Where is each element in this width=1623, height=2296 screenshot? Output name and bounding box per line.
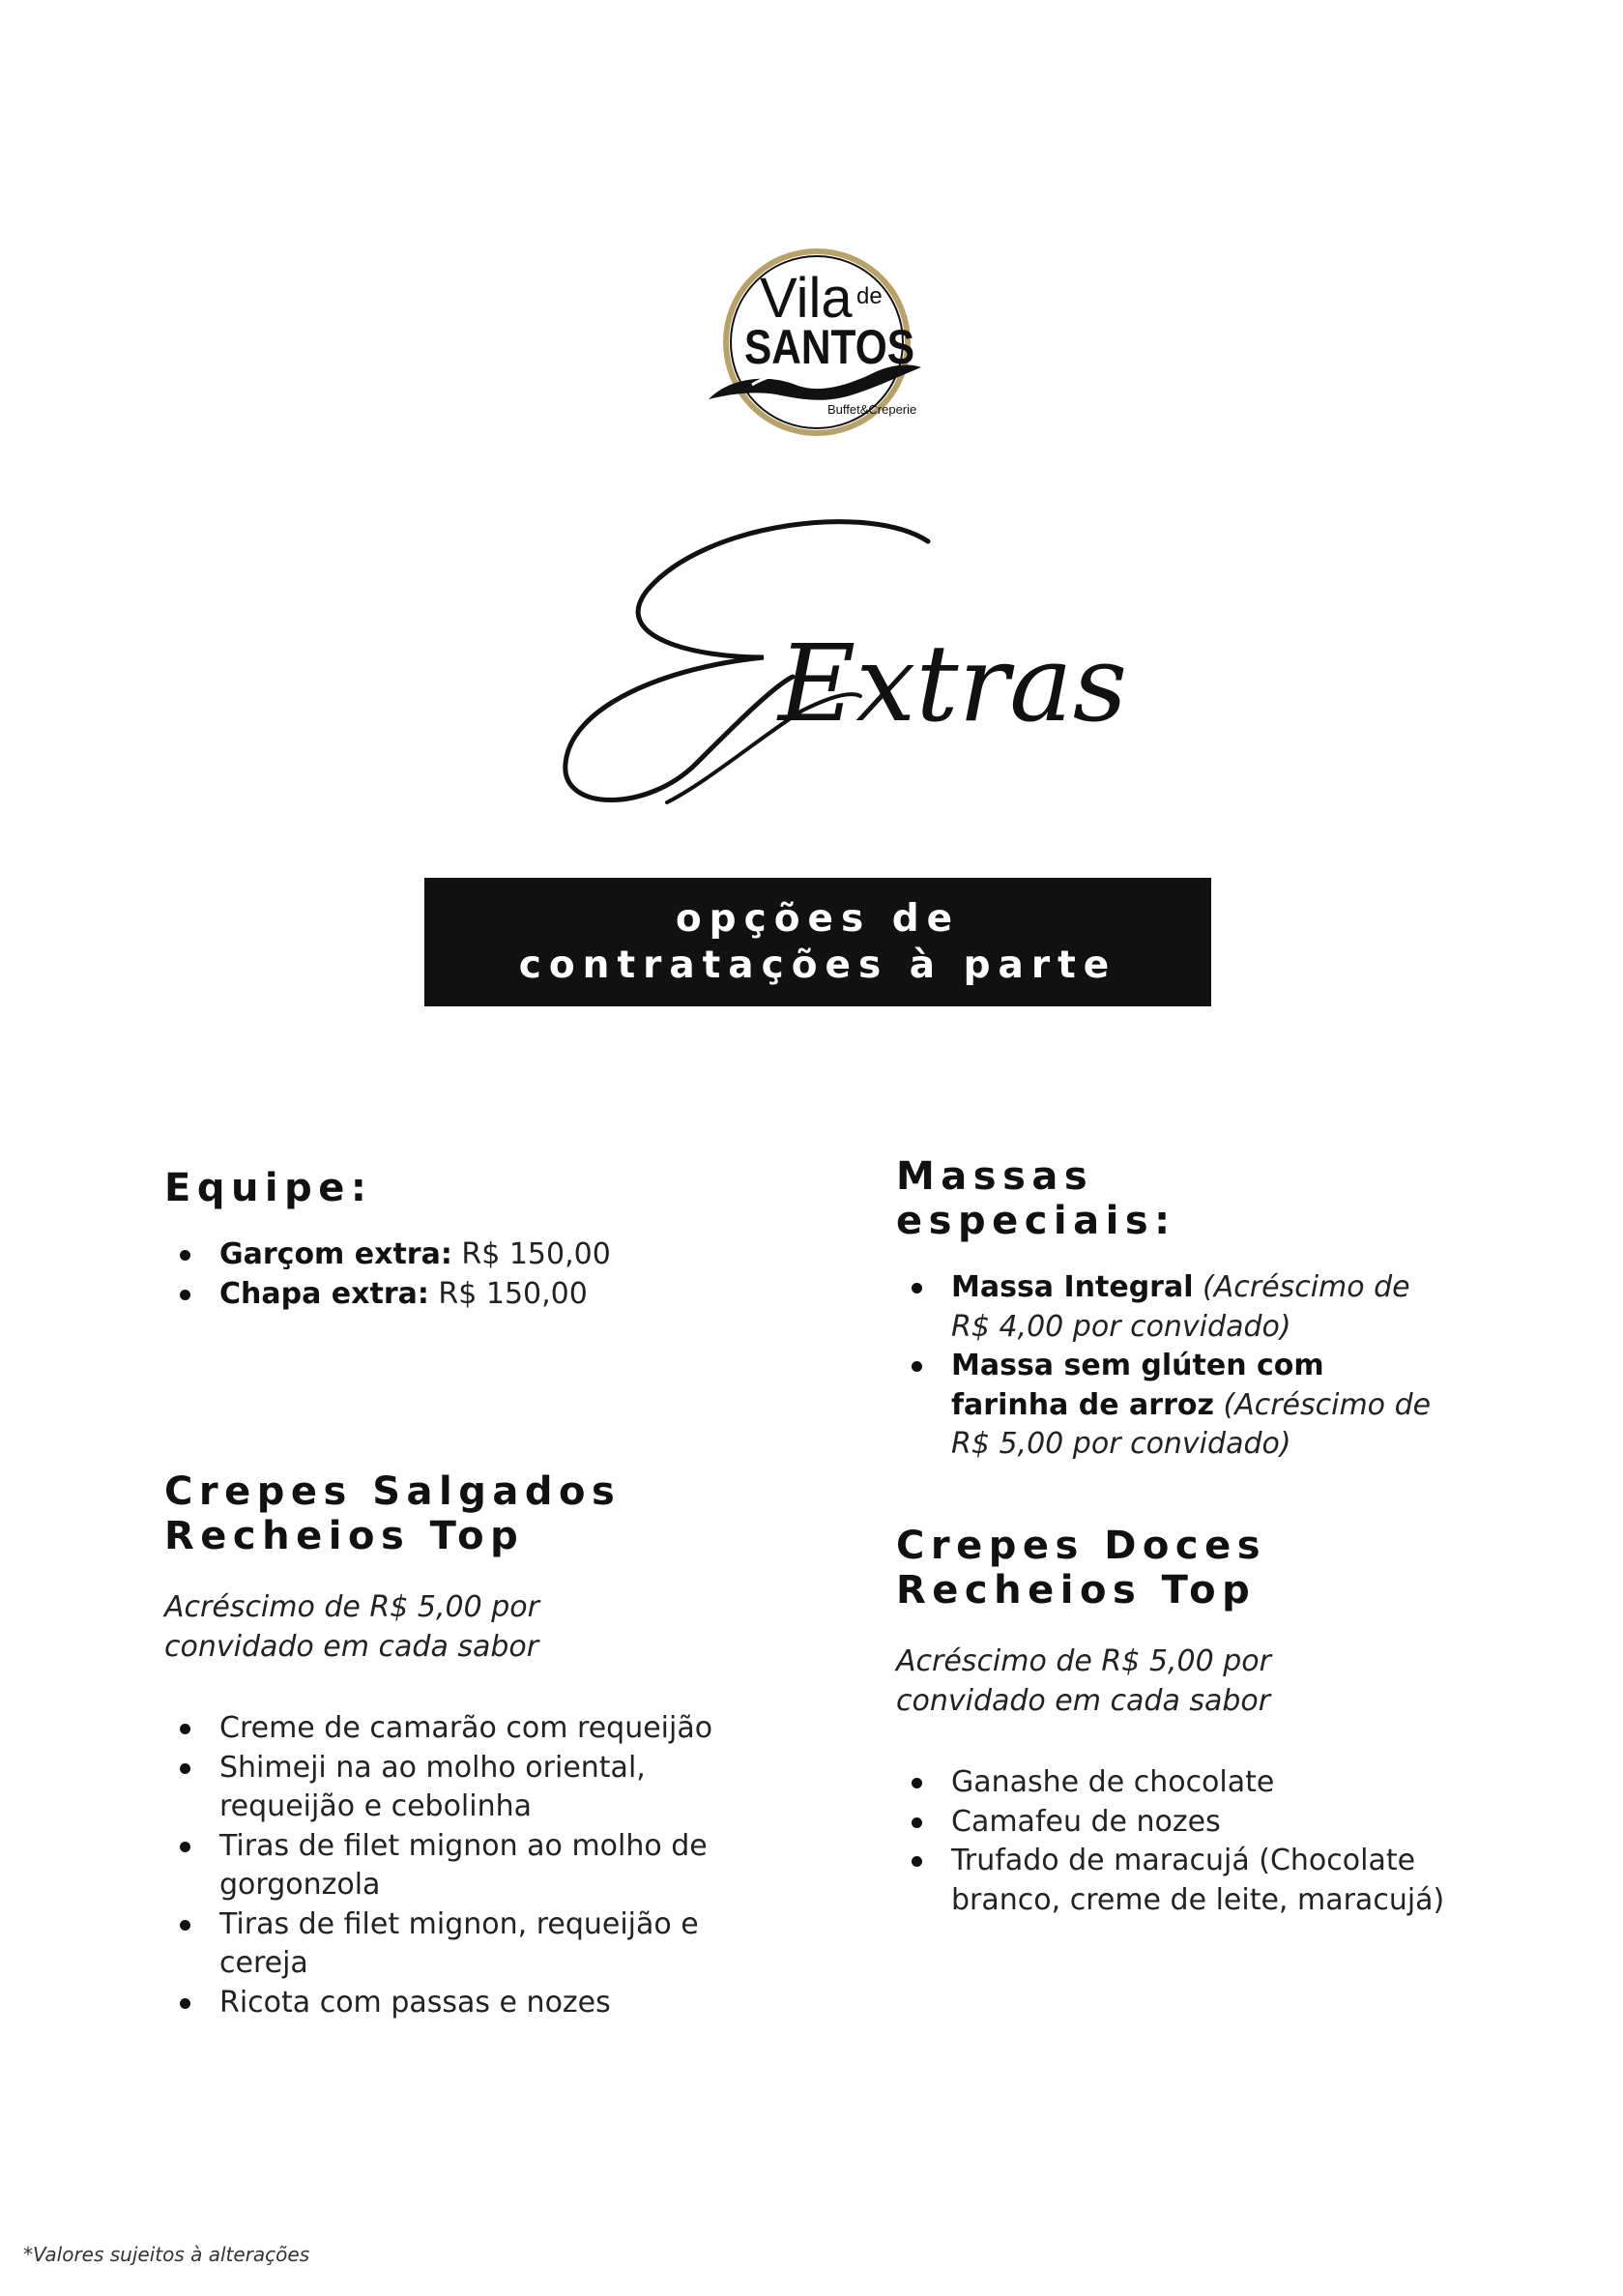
logo-santos: SANTOS: [744, 320, 914, 374]
section-crepes-salgados: [164, 1469, 764, 2022]
list-item: [896, 1347, 1447, 1465]
section-heading: Equipe:: [164, 1166, 373, 1210]
bullet-icon: [912, 1778, 922, 1788]
section-massas: [896, 1154, 1447, 1465]
item-name: Massa Integral: [951, 1270, 1194, 1304]
item-price: R$ 150,00: [451, 1237, 611, 1271]
list-item: [896, 1803, 1457, 1843]
list-item: [164, 1709, 764, 1749]
bullet-icon: [180, 1920, 190, 1931]
item-price: R$ 150,00: [428, 1276, 588, 1311]
item-text: Ricota com passas e nozes: [219, 1985, 611, 2020]
bullet-icon: [912, 1361, 922, 1372]
item-text: Camafeu de nozes: [951, 1804, 1221, 1839]
title-text: Extras: [778, 622, 1128, 745]
subtitle-banner: [424, 878, 1211, 1006]
logo: [713, 240, 921, 445]
banner-line-1: opções de: [675, 896, 961, 941]
bullet-icon: [180, 1724, 190, 1734]
banner-line-2: contratações à parte: [518, 943, 1117, 987]
list-item: [896, 1268, 1447, 1347]
bullet-icon: [912, 1817, 922, 1828]
title-svg: [541, 512, 1128, 841]
item-text: Shimeji na ao molho oriental, requeijão e cebolinha: [219, 1750, 646, 1823]
list-item: [164, 1275, 783, 1315]
section-equipe: [164, 1166, 783, 1314]
bullet-icon: [180, 1998, 190, 2009]
logo-tagline: Buffet&Creperie: [827, 402, 917, 417]
price-note: Acréscimo de R$ 5,00 por convidado em cada sabor: [896, 1644, 1271, 1718]
bullet-icon: [180, 1842, 190, 1852]
bullet-icon: [180, 1250, 190, 1261]
item-text: Tiras de filet mignon ao molho de gorgonzola: [219, 1828, 708, 1902]
section-heading-line-2: especiais:: [896, 1199, 1176, 1243]
bullet-icon: [912, 1856, 922, 1867]
footer-note: *Valores sujeitos à alterações: [23, 2243, 310, 2266]
item-name: Chapa extra:: [219, 1276, 429, 1311]
logo-vila: Vila: [760, 267, 853, 330]
list-item: [164, 1984, 764, 2023]
equipe-list: [164, 1235, 783, 1314]
section-heading-line-2: Recheios Top: [896, 1568, 1257, 1613]
bullet-icon: [180, 1290, 190, 1300]
page-title: [541, 512, 1128, 841]
section-heading-line-2: Recheios Top: [164, 1514, 525, 1558]
bullet-icon: [180, 1763, 190, 1774]
list-item: [164, 1827, 764, 1905]
section-heading-line-1: Crepes Doces: [896, 1524, 1267, 1568]
massas-list: [896, 1268, 1447, 1465]
bullet-icon: [912, 1283, 922, 1293]
salgados-list: [164, 1709, 764, 2022]
item-text: Trufado de maracujá (Chocolate branco, creme de leite, maracujá): [951, 1844, 1445, 1917]
item-detail: (Acréscimo de R$ 5,00 por convidado): [951, 1387, 1432, 1461]
section-heading-line-1: Massas: [896, 1154, 1094, 1199]
item-text: Tiras de filet mignon, requeijão e cereja: [219, 1906, 699, 1980]
item-detail: (Acréscimo de R$ 4,00 por convidado): [951, 1270, 1410, 1344]
price-note: Acréscimo de R$ 5,00 por convidado em cada sabor: [164, 1590, 539, 1664]
section-heading-line-1: Crepes Salgados: [164, 1469, 622, 1514]
list-item: [164, 1905, 764, 1984]
logo-de: de: [856, 283, 883, 309]
doces-list: [896, 1763, 1457, 1920]
item-text: Creme de camarão com requeijão: [219, 1711, 713, 1745]
item-text: Ganashe de chocolate: [951, 1765, 1275, 1799]
vila-de-santos-logo: [713, 240, 921, 445]
item-name: Massa sem glúten com farinha de arroz: [951, 1349, 1324, 1422]
list-item: [896, 1763, 1457, 1803]
list-item: [164, 1749, 764, 1827]
list-item: [896, 1842, 1457, 1920]
section-crepes-doces: [896, 1524, 1457, 1920]
item-name: Garçom extra:: [219, 1237, 452, 1271]
list-item: [164, 1235, 783, 1275]
